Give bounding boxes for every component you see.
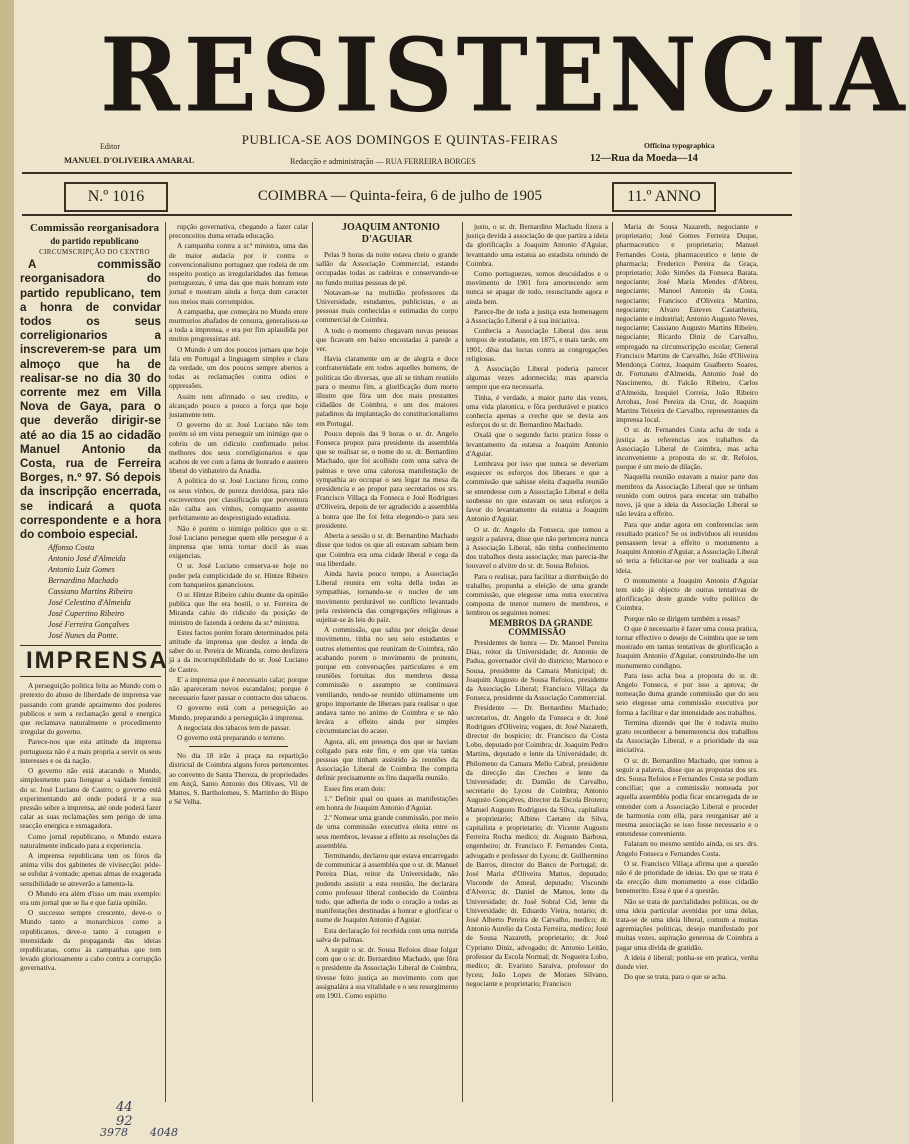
column-3 xyxy=(316,222,458,1102)
article-paragraph: Falaram no mesmo sentido ainda, os srs. drs. Angelo Fonseca e Fernandes Costa. xyxy=(616,839,758,858)
article-paragraph: Tinha, é verdade, a maior parte das vezes, uma vida platonica, e fôra perdurável e pratico conhecia apenas a creche que se devia aos esforços do sr. dr. Bernardino Machado. xyxy=(466,392,608,430)
article-paragraph: Pelas 9 horas da noite estava cheio o grande sallão da Associação Commercial, estando occupadas todas as cadeiras e conservando-se no fundo muitas pessoas de pé. xyxy=(316,250,458,287)
article-paragraph: Do que se trata, para o que se acha. xyxy=(624,972,727,982)
header-rule-bottom xyxy=(22,214,792,216)
aguiar-heading: JOAQUIM ANTONIO D'AGUIAR xyxy=(342,222,440,245)
signature-list xyxy=(20,543,161,641)
article-paragraph: O sr. dr. Fernandes Costa acha de toda a justiça as referencias aos trabalhos da Associação Liberal de Coimbra, mas acha inconveniente a proposta do sr. dr. Refoios, porque é um meio de dilação. xyxy=(616,425,758,472)
article-paragraph: Maria de Sousa Nazareth, negociante e proprietario; José Gomes Ferreira Duque, pharmaceutico e proprietario; Manuel Fernandes Costa, pharmaceutico e lente de pharmacia; Frederico Pereira da Graça, proprietario; João Simões da Fonseca Barata, negociante; José Maria Mendes d'Abreu, negociante; Manoel Antonio da Costa, negociante; Francisco d'Oliveira Martins, negociante; Alvaro Esteves Castanheira, negociante e industrial; Antonio Augusto Neves, negociante; Cassiano Augusto Martins Ribeiro, negociante; Ricardo Diniz de Carvalho, empregado na circumscripção escolar; General Francisco Martins de Carvalho, João d'Oliveira Mendonça Cortez, Joaquim Gualberto Soares, dr. Fortunato d'Almeida, Antonio José do Nascimento, dr. Falcão Ribeiro, Carlos d'Almeida, Izequiel Correia, João Ribeiro Arrobas, José Pereira da Cruz, dr. Joaquim Martins Teixeira de Carvalho, representantes da imprensa local. xyxy=(616,222,758,425)
article-paragraph: O sr. Hintze Ribeiro cahiu deante da opinião publica que lhe era hostil, o sr. Ferreira de Miranda cahiu do ridiculo da posição de ministro de fazenda á ordens da sr.ª ministra. xyxy=(169,589,308,627)
signature: Bernardino Machado xyxy=(48,576,119,586)
handwritten-number: 3978 xyxy=(100,1126,128,1139)
article-paragraph: O governo está com a perseguição ao Mundo, preparando a perseguição á imprensa. xyxy=(169,703,308,722)
article-paragraph: O monumento a Joaquim Antonio d'Aguiar tem sido já objecto de outras tentativas de glorificação deste grande vulto politico de Coimbra. xyxy=(616,575,758,613)
column-rule-3 xyxy=(462,222,463,1102)
commission-subheading: do partido republicano xyxy=(50,236,139,246)
commission-notice: A commissão reorganisadora do partido republicano, tem a honra de convidar todos os seus correligionarios a inscreverem-se para um almoço que ha de realisar-se no dia 30 do corrente mez em Villa Nova de Gaya, para o que deverão dirigir-se até ao dia 15 ao cidadão Manuel Antonio da Costa, rua de Ferreira Borges, n.º 97. Só depois da inscripção encerrada, se indicará a quota correspondente e a hora do comboio especial. xyxy=(20,258,161,542)
column-4 xyxy=(466,222,608,1102)
article-paragraph: O governo não está atacando o Mundo, simplesmente para liongear a vaidade feminil do sr. José Luciano de Castro; o governo está experimentando até onde poderá ir a sua pressão sobre a imprensa, até onde poderá fazer calar as suas reclamações sem perigo de uma reacção energica e esmagadora. xyxy=(20,766,161,831)
commission-members-heading: MEMBROS DA GRANDE COMMISSÃO xyxy=(489,617,593,637)
redacao-address: Redacção e administração — RUA FERREIRA BORGES xyxy=(290,157,476,166)
article-paragraph: O que é necessario é fazer uma cousa pratica, tornar effectivo o desejo de Coimbra que se tem mostrado em tantas tentativas de glorificação a Joaquim Antonio d'Aguiar, construindo-lhe um monumento condigno. xyxy=(616,623,758,670)
article-paragraph: 2.º Nomear uma grande commissão, por meio de uma commissão executiva eleita entre os seus membros, levasse a effeito as resoluções da assembléa. xyxy=(316,813,458,850)
article-paragraph: Como jornal republicano, o Mundo estava naturalmente indicado para a experiencia. xyxy=(20,831,161,850)
article-paragraph: A todo o momento chegavam novas pessoas que ficavam em baixo encostadas á parede a ver. xyxy=(316,325,458,354)
article-paragraph: Porque não se dirigem também a essas? xyxy=(624,613,740,623)
article-paragraph: Estes factos porém foram determinados pela attitude da imprensa que desfez a lenda de saber do sr. Pereira de Miranda, como desfizera já a da incorruptibilidade do sr. José Luciano de Castro. xyxy=(169,627,308,674)
handwritten-number: 4048 xyxy=(150,1126,178,1139)
article-paragraph: Aberta a sessão o sr. dr. Bernardino Machado disse que todos os que ali estavam sabiam bem que Coimbra era uma cidade liberal e cega da sua liberdade. xyxy=(316,531,458,568)
article-paragraph: A campanha, que começára no Mundo entre murmurios abafados de censura, generalisou-se a toda a imprensa, e era por fim aplaudida por muitos progressistas até. xyxy=(169,306,308,344)
signature: José Ferreira Gonçalves xyxy=(48,620,130,630)
article-paragraph: O governo do sr. José Luciano não tem porém só em vista perseguir um inimigo que o cobriu de um ridiculo confirmado pelos melhores dos seus correligionarios e que acabou de ver com a fama de honrado e austero liberal do vinhateiro da Anadia. xyxy=(169,420,308,476)
article-paragraph: Parece-nos que esta attitude da imprensa portugueza não é a mais propria a servir os seus interesses e os da nação. xyxy=(20,737,161,765)
article-paragraph: Esses fins eram dois: xyxy=(324,783,386,793)
article-paragraph: Assim tem afirmado o seu credito, e alcançado pouco a pouco a força que hoje justamente tem. xyxy=(169,391,308,420)
article-paragraph: Para o realisar, para facilitar a distribuição do trabalho, propunha a eleição de uma grande commissão, que elegesse uma outra executiva composta de menor numero de membros, e lembrou os seguintes nomes: xyxy=(466,571,608,618)
article-paragraph: Agora, ali, em presença dos que se haviam coligado para este fim, e em que via tantas pessoas que tinham assistido ás reuniões da Associação Liberal de Coimbra lhe compria definir precisamente os fins daquella reunião. xyxy=(316,736,458,783)
article-paragraph: Não é porém o inimigo politico que o sr. José Luciano persegue quem elle persegue é a imprensa que tenta tornar docil ás suas exigencias. xyxy=(169,523,308,561)
article-paragraph: A perseguição politica feita ao Mundo com o pretexto do abuso de liberdade de imprensa vae passando com grande apraimento dos poderes publicos e sem a reclamação geral e energica que reclamava naturalmente o procedimento irregular do governo. xyxy=(20,681,161,737)
article-paragraph: Naquella reunião estavam a maior parte dos membros da Associação Liberal que se tinham reunido com outros para encetar um trabalho novo, já que a ideia da Associação Liberal se não levára a effeito. xyxy=(616,472,758,519)
oficina-label: Officina typographica xyxy=(644,141,715,150)
article-paragraph: O governo está preparando o terreno. xyxy=(177,732,286,742)
article-paragraph: A negociata dos tabacos tem de passar. xyxy=(177,722,291,732)
article-paragraph: O Mundo era além d'isso um mau exemplo: era um jornal que se lia e que fazia opinião. xyxy=(20,888,161,907)
column-rule-2 xyxy=(312,222,313,1102)
article-paragraph: Ainda havia pouco tempo, a Associação Liberal reunira em volta della todas as sympathias, tornando-se o nucleo de um movimento perdurável no conflicto levantado pela resistencia das congregações religiosas a sujeitar-se ás leis do paiz. xyxy=(316,568,458,624)
article-paragraph: rupção governativa, chegando a fazer calar preconceitos duma errada educação. xyxy=(169,222,308,241)
article-paragraph: A campanha contra a sr.ª ministra, uma das de maior audacia por ir contra o convencionalismo portuguez que rodeia de um respeito postiço as irregularidades das femeas portuguezas, é uma das que mais honram este jornal e mostram ainda a força dum caracter nos meios mais corrompidos. xyxy=(169,241,308,306)
article-paragraph: A seguir o sr. dr. Sousa Refoios disse folgar com que o sr. dr. Bernardino Machado, que fôra o presidente da Associação Liberal de Coimbra, tivesse feito justiça ao movimento com que assignalára a sua vitalidade e o seu resurgimento em 1901. Como espirito xyxy=(316,945,458,1001)
article-paragraph: Presidente — Dr. Bernardino Machado; secretarios, dr. Angelo da Fonseca e dr. José Rodrigues d'Oliveira; vogaes, dr. José Nazareth, director do hospicio; dr. Francisco da Costa Lobo, deputado por Coimbra; dr. Joaquim Pedro Martins, deputado e lente da Universidade; dr. Philomeno da Camara Mello Cabral, presidente da direcção das Creches e lente da Universidade; dr. Damião de Carvalho, secretario do Lyceu de Coimbra; Antonio Augusto Gonçalves, director da Escola Brotero; Manuel Augusto Rodrigues da Silva, capitalista e proprietario; Albino Caetano da Silva, capitalista e proprietario; dr. Vicente Augusto Ferreira Rocha medico; dr. Augusto Barbosa, engenheiro; dr. Francisco F. Fernandes Costa, advogado e professor do Lyceu; dr. Guilhermino de Barros, director do Banco de Portugal; dr. José Maria d'Oliveira Mattos, deputado; Visconde do Ameal, deputado; Visconde d'Alverca; dr. Daniel de Mattos, lente da Universidade; dr. José Sobral Cid, lente da Universidade; dr. Eduardo Vieira, notario; dr. José Alberto Pereira de Carvalho, medico; dr. Antonio Aurelio da Costa Ferreira, medico; José de Sousa Nazareth, proprietario; dr. José Cypriano Diniz, advogado; dr. Antonio Leitão, professor da Escola Normal; dr. Nogueira Lobo, medico; dr. Evaristo Saraiva, professor do lyceu; João Lopes de Moraes Silvano, negociante e proprietario; Francisco xyxy=(466,703,608,989)
article-paragraph: Como portuguezes, somos descuidados e o movimento de 1901 fora amortecendo sem nunca se apagar de todo, resuscitando agora e ainda bem. xyxy=(466,269,608,306)
section-divider xyxy=(189,746,288,747)
signature: José Cupertino Ribeiro xyxy=(48,609,125,619)
signature: Cassiano Martins Ribeiro xyxy=(48,587,133,597)
issue-number: N.º 1016 xyxy=(64,182,168,212)
signature: Antonio José d'Almeida xyxy=(48,554,126,564)
article-paragraph: Presidentes de honra — Dr. Manoel Pereira Dias, reitor da Universidade; dr. Antonio de Padua, governador civil do districto; Marnoco e Sousa, presidente da Camara Municipal; dr. Joaquim Augusto de Sousa Refoios, presidente da Associação Liberal; Francisco Villaça da Fonseca, presidente da Associação Commercial. xyxy=(466,637,608,703)
article-paragraph: O Mundo é um dos poucos jornaes que hoje fala em Portugal a linguagem simples e clara da verdade, um dos poucos sempre abertos a todas as reclamações contra odios e oppressões. xyxy=(169,344,308,391)
signature: Antonio Luiz Gomes xyxy=(48,565,115,575)
article-paragraph: O successo sempre crescente, deve-o o Mundo tanto a monarchicos como a republicanos, deve-o tanto á coragem e intensidade da propaganda das ideias republicanas, como ás campanhas que tem levado gloriosamente a cabo contra a corrupção governativa. xyxy=(20,908,161,973)
article-paragraph: A politica do sr. José Luciano ficou, como os seus vinhos, de pureza duvidosa, para não escrevermos por classificação que porventura não caiba aos vinhos, comquanto assente perfeitamente ao desprestigiado estadista. xyxy=(169,476,308,523)
handwritten-note: 44 xyxy=(116,1100,133,1115)
editor-name: MANUEL D'OLIVEIRA AMARAL xyxy=(64,155,195,165)
column-2 xyxy=(169,222,308,1102)
column-rule-4 xyxy=(612,222,613,1102)
masthead-subtitle: PUBLICA-SE AOS DOMINGOS E QUINTAS-FEIRAS xyxy=(241,132,559,147)
oficina-address: 12—Rua da Moeda—14 xyxy=(590,153,698,164)
article-paragraph: O sr. Francisco Villaça afirma que a questão não é de prioridade de ideias. Do que se trata é da erecção dum monumento a esse cidadão benemerito. Essa é que é a questão. xyxy=(616,858,758,896)
imprensa-heading: IMPRENSA xyxy=(20,645,161,677)
article-paragraph: Pouco depois das 9 horas o sr. dr. Angelo Fonseca propoz para presidente da assembléa que se realisar se, o nome do sr. dr. Bernardino Machado, que foi acolhido com uma salva de palmas e teve uma calorosa manifestação de sympathia ao occupar o seu logar na mesa da presidencia e ao propor para secretarios os srs. Francisco Villaça da Fonseca e José Rodrigues d'Oliveira, depois de ter agradecido a assembléa a honra que lhe foi feita elegendo-o para seu presidente. xyxy=(316,428,458,530)
commission-heading: Commissão reorganisadora xyxy=(29,222,160,234)
handwritten-note xyxy=(150,1126,200,1139)
article-paragraph: Para isso acha boa a proposta do sr. dr. Angelo Fonseca, e por isso a aprova; de nomeação duma grande commissão que do seu seio elegesse uma commissão executiva por forma a facilitar e dar intensidade aos trabalhos. xyxy=(616,670,758,717)
editor-label: Editor xyxy=(100,142,120,151)
header-rule-top xyxy=(22,172,792,174)
column-5 xyxy=(616,222,758,1102)
article-paragraph: Esta declaração foi recebida com uma nutrida salva de palmas. xyxy=(316,925,458,944)
article-paragraph: Parece-lhe de toda a justiça esta homenagem á Associação Liberal e á sua iniciativa. xyxy=(466,306,608,326)
article-paragraph: O sr. José Luciano conserva-se hoje no poder pela cumplicidade do sr. Hintze Ribeiro com banqueiros gananciosos. xyxy=(169,561,308,589)
article-paragraph: E' a imprensa que é necessario calar; porque não apareceram novos escandalos; porque é necessario fazer passar o contracto dos tabacos. xyxy=(169,674,308,703)
article-paragraph: Terminando, declarou que estava encarregado de communicar á assembléa que o sr. dr. Manuel Pereira Dias, reitor da Universidade, não podendo assistir a esta reunião, lhe declarára como professor liberal conhecido de Coimbra todo, que adheria de todo o coração a todas as manifestações destinadas a honrar e glorificar o nome de Joaquim Antonio d'Aguiar. xyxy=(316,851,458,925)
masthead-title: RESISTENCIA xyxy=(100,16,909,135)
signature: José Nunes da Ponte. xyxy=(48,631,119,641)
circumscription-label: CIRCUMSCRIPÇÃO DO CENTRO xyxy=(39,248,150,256)
article-paragraph: Termina dizendo que lhe é todavia muito grato reconhecer a benemerencia dos trabalhos da Associação Liberal, e a prioridade da sua iniciativa. xyxy=(616,717,758,755)
article-paragraph: Lembrava por isso que nunca se deveriam esquecer os esforços dos liberaes e que a commissão que sahisse eleita d'aquella reunião se entendesse com a Associação Liberal e della soubesse no que estavam os seus esforços a favor do levantamento da estatua a Joaquim Antonio d'Aguiar. xyxy=(466,459,608,524)
article-paragraph: justo, o sr. dr. Bernardino Machado fizera a justiça devida á associação de que partira a ideia da glorificação a Joaquim Antonio d'Aguiar, levantando uma estatua ao estadista oriundo de Coimbra. xyxy=(466,222,608,268)
handwritten-note: 92 xyxy=(116,1114,133,1129)
article-paragraph: A Associação Liberal poderia parecer algumas vezes adormecida; mas aparecia sempre que era necessaria. xyxy=(466,364,608,392)
article-paragraph: Notavam-se na multidão professores da Universidade, estudantes, publicistas, e as pessoas mais conhecidas e estimadas do corpo commercial de Coimbra. xyxy=(316,287,458,325)
column-1 xyxy=(20,222,169,1102)
signature: Affonso Costa xyxy=(48,543,95,553)
handwritten-note xyxy=(100,1126,150,1139)
issue-year: 11.º ANNO xyxy=(612,182,716,212)
article-paragraph: O sr. dr. Bernardino Machado, que tomou a seguir a palavra, disse que as propostas dos srs. drs. Sousa Refoios e Fernandes Costa se podiam conciliar; que a commissão nomeada por aquella assembléa podia ficar encarregada de se entender com a Associação Liberal e proceder de harmonia com ella, para reorganisar até a mesma associação se isso fosse necessario e o entendesse conveniente. xyxy=(616,755,758,839)
article-paragraph: Oxalá que o segundo facto pratico fosse o levantamento da estatua a Joaquim Antonio d'Aguiar. xyxy=(466,430,608,458)
article-paragraph: No dia 18 irão á praça na repartição districtal de Coimbra alguns foros pertencentes ao convento de Santa Thereza, de propriedades em Ançã, Santo Antonio dos Olivaes, Vil de Mattos, S. Bartholomeu, S. Martinho do Bispo e Sé Velha. xyxy=(169,751,308,807)
dateline: COIMBRA — Quinta-feira, 6 de julho de 1905 xyxy=(257,188,543,204)
article-paragraph: Para que andar agora em conferencias sem resultado pratico? Se os individuos ali reunidos pensassem levar a effeito o monumento a Joaquim Antonio d'Aguiar, a Associação Liberal só teria a felicitar-se por ver realisada a sua ideia. xyxy=(616,519,758,575)
article-paragraph: O sr. dr. Angelo da Fonseca, que tomou a seguir a palavra, disse que não pertencera nunca á Associação Liberal, não tinha conhecimento dos trabalhos desta associação; mas parecia-lhe louvavel o alvitre do sr. dr. Sousa Refoios. xyxy=(466,524,608,571)
article-paragraph: Havia claramente um ar de alegria e doce confraternidade em todos aquelles homens, de politicas tão diversas, que ali se tinham reunido para o mesmo fim, a glorificação dum morto illustre que fôra um dos mais prestantes cidadãos de Coimbra, e um dos maiores paladinos da implantação do constitucionalismo em Portugal. xyxy=(316,354,458,428)
article-paragraph: 1.º Definir qual ou quaes as manifestações em honra de Joaquim Antonio d'Aguiar. xyxy=(316,793,458,812)
article-paragraph: Conhecia a Associação Liberal dos seus tempos de estudante, em 1875, e mais tarde, em 1901, dêsa das luctas contra as congregações religiosas. xyxy=(466,326,608,363)
article-paragraph: A commissão, que sahiu por eleição desse movimento, tinha no seu seio estudantes e outros elementos que reuniram de Coimbra, não acabando porem o movimento de protesto, porque em conversações particulares e em reuniões fortuitas dos membros dessa commissão o assumpto se continuava ventilando, tendo-se reunido ultimamente um grupo importante de liberaes para realisar o que andava tanto no animo de Coimbra e se não levára a effeito ainda por simples circumstancias do acaso. xyxy=(316,625,458,736)
binding-strip xyxy=(0,0,14,1144)
article-paragraph: A imprensa republicana tem os fóros da anima vilis dos gabinetes de vivisecção: póde-se esfolar á vontade; apenas almas de exagerada sensibilidade se atreverão a lamenta-la. xyxy=(20,850,161,888)
signature: José Celestino d'Almeida xyxy=(48,598,131,608)
article-paragraph: A ideia é liberal; ponha-se em pratica, venha donde vier. xyxy=(616,952,758,972)
article-paragraph: Não se trata de parcialidades politicas, ou de uma ideia particular avenidas por uma delas, trata-se de uma ideia liberal, comum a muitas agremiações politicas, desejo manifestado por muitas vezes, aspiração generosa de Coimbra a pagar uma divida de gratidão. xyxy=(616,896,758,952)
